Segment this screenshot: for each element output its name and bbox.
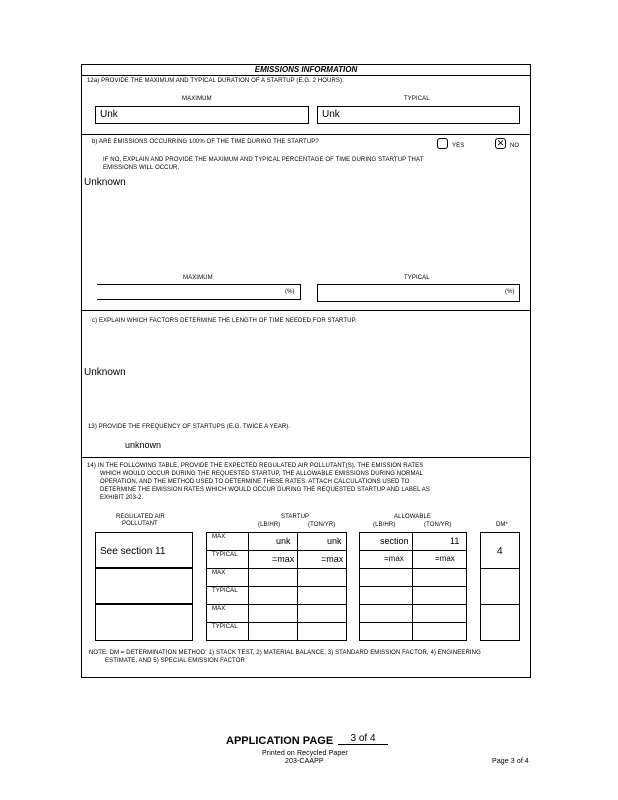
q12b-divider	[81, 310, 531, 311]
th-pollutant-2: POLLUTANT	[122, 521, 158, 527]
r1-allow2-lbhr[interactable]: =max	[384, 554, 404, 563]
r1-max-tonyr[interactable]: unk	[327, 536, 342, 546]
allowable-row-3	[359, 586, 467, 587]
row-label-typical-2: TYPICAL	[212, 588, 238, 594]
allowable-row-5	[359, 622, 467, 623]
th-allowable: ALLOWABLE	[394, 514, 432, 520]
q12c-question: c) EXPLAIN WHICH FACTORS DETERMINE THE LENGTH OF TIME NEEDED FOR STARTUP.	[92, 318, 357, 324]
recycled-note: Printed on Recycled Paper	[262, 750, 348, 757]
q12b-question: b) ARE EMISSIONS OCCURRING 100% OF THE TIME DURING THE STARTUP?	[92, 139, 319, 145]
r1-allow2-tonyr[interactable]: =max	[435, 554, 455, 563]
startup-row-5	[206, 622, 347, 623]
pollutant-cell-2[interactable]	[95, 568, 193, 604]
q12a-typical-field[interactable]	[317, 106, 520, 124]
section-title: EMISSIONS INFORMATION	[254, 65, 358, 74]
th-dm: DM*	[496, 522, 508, 528]
row-label-max-3: MAX	[212, 606, 226, 612]
dm-row-2	[480, 604, 520, 605]
pollutant-1-value: See section 11	[100, 546, 166, 557]
allowable-row-4	[359, 604, 467, 605]
th-allow-lb-hr: (LB/HR)	[373, 522, 396, 528]
q12b-typical-field[interactable]	[317, 284, 520, 302]
q12b-explanation: Unknown	[84, 177, 126, 188]
startup-row-4	[206, 604, 347, 605]
allowable-row-2	[359, 568, 467, 569]
th-startup: STARTUP	[281, 514, 310, 520]
page-of: Page 3 of 4	[492, 758, 529, 765]
q12b-instruction-2: EMISSIONS WILL OCCUR.	[103, 165, 180, 171]
yes-checkbox[interactable]	[437, 138, 448, 149]
r1-allow-lbhr[interactable]: section	[380, 536, 409, 546]
note-line-2: ESTIMATE, AND 5) SPECIAL EMISSION FACTOR	[105, 658, 245, 664]
q13-divider	[81, 457, 531, 458]
no-label: NO	[510, 143, 520, 149]
th-pollutant-1: REGULATED AIR	[116, 514, 165, 520]
application-page-label: APPLICATION PAGE	[226, 735, 334, 747]
q14-line4: DETERMINE THE EMISSION RATES WHICH WOULD OCCUR DURING THE REQUESTED STARTUP AND LABEL AS	[100, 487, 430, 493]
q14-line1: 14) IN THE FOLLOWING TABLE, PROVIDE THE EXPECTED REGULATED AIR POLLUTANT(S), THE EMISSION RATES	[87, 463, 424, 469]
row-label-max-2: MAX	[212, 570, 226, 576]
q14-line5: EXHIBIT 203-2.	[100, 495, 144, 501]
q12a-typical-label: TYPICAL	[404, 96, 430, 102]
q12b-typical-percent: (%)	[505, 289, 515, 295]
q12c-answer: Unknown	[84, 367, 126, 378]
note-line-1: NOTE: DM = DETERMINATION METHOD: 1) STACK TEST, 2) MATERIAL BALANCE, 3) STANDARD EMISSION FACTOR, 4) ENGINEERING	[89, 650, 481, 656]
th-allow-ton-yr: (TON/YR)	[424, 522, 452, 528]
application-page-value: 3 of 4	[338, 733, 388, 745]
q12b-typical-label: TYPICAL	[404, 275, 430, 281]
q12a-max-value: Unk	[100, 109, 118, 120]
row-label-typical-1: TYPICAL	[212, 552, 238, 558]
r1-dm[interactable]: 4	[497, 546, 503, 557]
q12b-max-label: MAXIMUM	[183, 275, 213, 281]
q12a-divider	[81, 134, 531, 135]
th-lb-hr: (LB/HR)	[258, 522, 281, 528]
no-checkmark: ✕	[496, 138, 505, 148]
q14-line2: WHICH WOULD OCCUR DURING THE REQUESTED STARTUP, THE ALLOWABLE EMISSIONS DURING NORMAL	[100, 471, 424, 477]
dm-row-1	[480, 568, 520, 569]
row-label-max-1: MAX	[212, 534, 226, 540]
r1-typ-tonyr[interactable]: =max	[321, 554, 344, 564]
q12b-instruction-1: IF NO, EXPLAIN AND PROVIDE THE MAXIMUM AND TYPICAL PERCENTAGE OF TIME DURING STARTUP THAT	[103, 157, 424, 163]
form-code: 203-CAAPP	[285, 758, 324, 765]
q12a-typical-value: Unk	[322, 109, 340, 120]
q14-line3: OPERATION, AND THE METHOD USED TO DETERMINE THESE RATES. ATTACH CALCULATIONS USED TO	[100, 479, 410, 485]
q12b-max-field[interactable]	[97, 284, 301, 300]
startup-row-2	[206, 568, 347, 569]
allowable-row-1	[359, 550, 467, 551]
row-label-typical-3: TYPICAL	[212, 624, 238, 630]
q12b-max-percent: (%)	[285, 289, 295, 295]
r1-max-lbhr[interactable]: unk	[276, 536, 291, 546]
pollutant-cell-1[interactable]	[95, 532, 193, 568]
q12a-max-field[interactable]	[95, 106, 309, 124]
th-ton-yr: (TON/YR)	[308, 522, 336, 528]
startup-row-1	[206, 550, 347, 551]
pollutant-cell-3[interactable]	[95, 604, 193, 641]
yes-label: YES	[452, 143, 465, 149]
startup-row-3	[206, 586, 347, 587]
r1-allow-tonyr[interactable]: 11	[450, 536, 460, 546]
q13-question: 13) PROVIDE THE FREQUENCY OF STARTUPS (E.G. TWICE A YEAR).	[88, 424, 291, 430]
q13-answer: unknown	[125, 440, 162, 450]
header-divider	[81, 75, 531, 76]
q12a-question: 12a) PROVIDE THE MAXIMUM AND TYPICAL DURATION OF A STARTUP (E.G. 2 HOURS).	[87, 78, 344, 84]
q12a-max-label: MAXIMUM	[182, 96, 212, 102]
r1-typ-lbhr[interactable]: =max	[272, 554, 295, 564]
no-checkbox[interactable]	[495, 138, 506, 149]
